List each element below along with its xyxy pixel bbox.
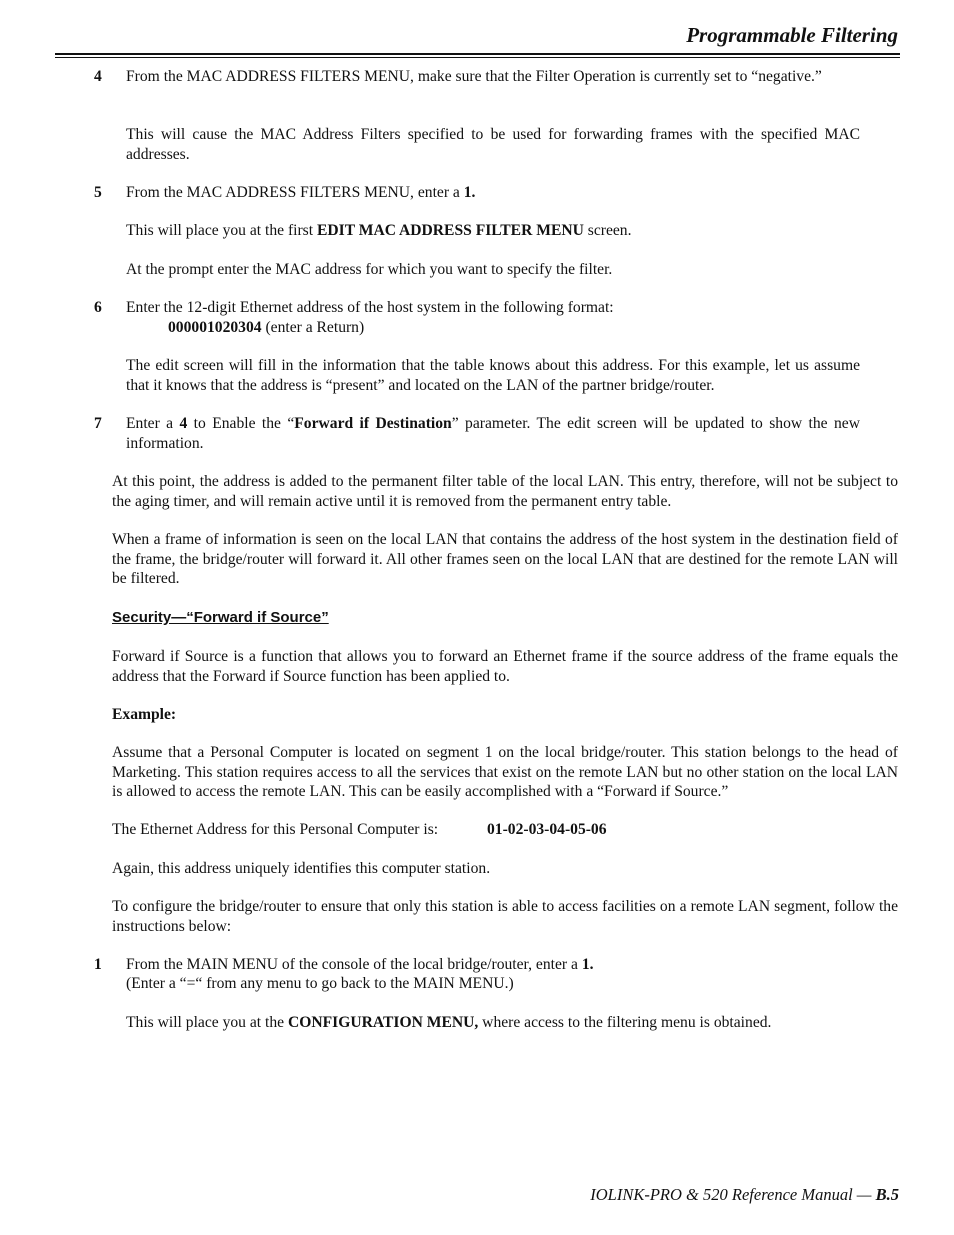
step-4-note: This will cause the MAC Address Filters specified to be used for forwarding frames with the specified MAC addresses. [126,126,860,163]
step-5-prompt: At the prompt enter the MAC address for which you want to specify the filter. [126,261,613,278]
step-5-text [126,183,860,203]
text-run-bold: 1. [581,956,594,973]
text-run-bold: EDIT MAC ADDRESS FILTER MENU [316,222,584,239]
text-run: where access to the filtering menu is obtained. [478,1014,772,1031]
header-rule [55,53,900,55]
step-1-hint: (Enter a “=“ from any menu to go back to the MAIN MENU.) [126,975,514,992]
example-label: Example: [112,706,177,723]
step-1-note [126,1013,860,1033]
step-6-code [168,318,364,338]
step-6-text: Enter the 12-digit Ethernet address of the host system in the following format: [126,299,614,316]
text-run-bold: CONFIGURATION MENU, [287,1014,479,1031]
step-1-text [126,955,860,975]
text-run: From the MAC ADDRESS FILTERS MENU, enter a [126,184,464,201]
paragraph: Forward if Source is a function that allows you to forward an Ethernet frame if the source address of the frame equals the address that the Forward if Source function has been applied to. [112,648,898,685]
paragraph: Assume that a Personal Computer is located on segment 1 on the local bridge/router. This station belongs to the head of Marketing. This station requires access to all the services that exist on the remote LAN but no other station on the local LAN is allowed to access the remote LAN. This can be easily accomplished with a “Forward if Source.” [112,744,898,800]
step-number: 7 [94,415,102,432]
text-run-bold: 1. [463,184,476,201]
footer-manual-title: IOLINK-PRO & 520 Reference Manual — [590,1185,876,1204]
text-run: to Enable the “ [187,415,295,432]
page-footer [590,1185,899,1205]
ethernet-address-value: 01-02-03-04-05-06 [487,821,607,838]
page-header-title: Programmable Filtering [686,23,898,47]
text-run: From the MAIN MENU of the console of the local bridge/router, enter a [126,956,582,973]
page-number: B.5 [875,1185,899,1204]
text-run: This will place you at the [126,1014,288,1031]
text-run: (enter a Return) [261,319,365,336]
step-6-note: The edit screen will fill in the information that the table knows about this address. For this example, let us assume that it knows that the address is “present” and located on the LAN of the partner bridge/router. [126,357,860,394]
paragraph: At this point, the address is added to the permanent filter table of the local LAN. This entry, therefore, will not be subject to the aging timer, and will remain active until it is removed from the permanent entry table. [112,473,898,510]
step-5-note [126,221,860,241]
text-run: screen. [583,222,632,239]
step-number: 5 [94,184,102,201]
address-example: 000001020304 [168,319,262,336]
step-4-text: From the MAC ADDRESS FILTERS MENU, make sure that the Filter Operation is currently set to “negative.” [126,68,822,85]
text-run: ” parameter. The edit screen will be updated to show the new information. [126,415,860,452]
text-run: Enter a [126,415,180,432]
text-run-bold: Forward if Destination [294,415,452,432]
step-number: 1 [94,956,102,973]
text-run: This will place you at the first [126,222,317,239]
section-heading: Security—“Forward if Source” [112,609,329,626]
step-7-text [126,414,860,453]
text-run-bold: 4 [179,415,188,432]
paragraph: Again, this address uniquely identifies this computer station. [112,860,491,877]
ethernet-address-label: The Ethernet Address for this Personal Computer is: [112,821,439,838]
header-rule-thin [55,57,900,58]
step-number: 4 [94,68,102,85]
paragraph: To configure the bridge/router to ensure that only this station is able to access facilities on a remote LAN segment, follow the instructions below: [112,898,898,935]
paragraph: When a frame of information is seen on the local LAN that contains the address of the host system in the destination field of the frame, the bridge/router will forward it. All other frames seen on the local LAN that are destined for the remote LAN will be filtered. [112,531,898,587]
step-number: 6 [94,299,102,316]
